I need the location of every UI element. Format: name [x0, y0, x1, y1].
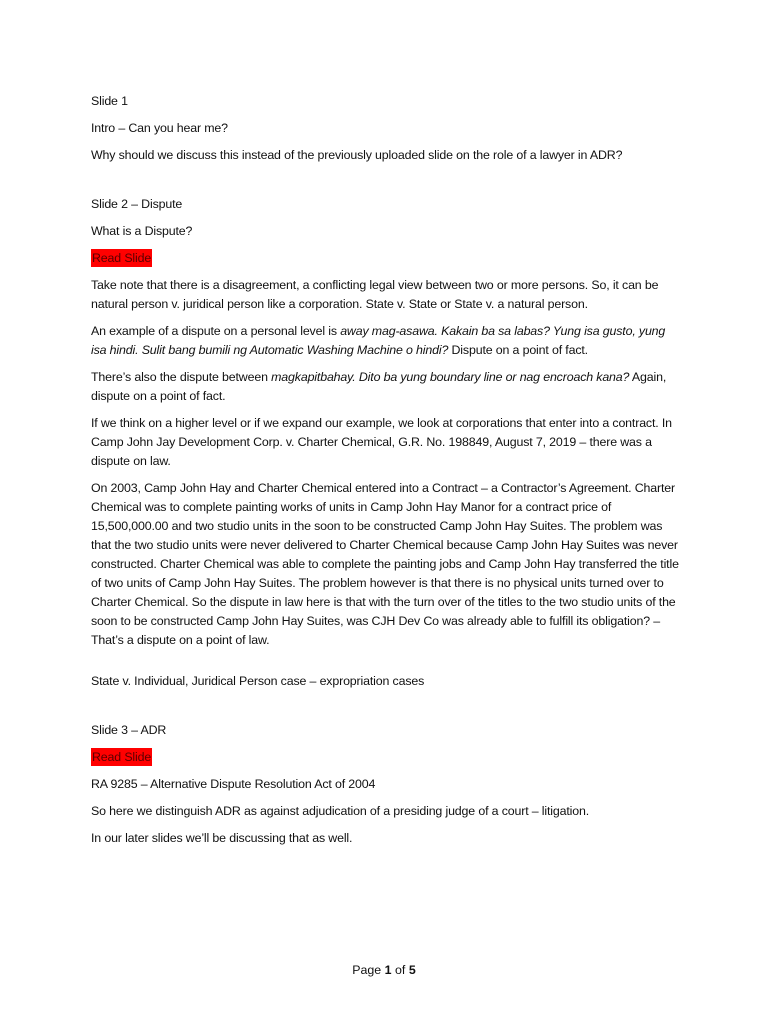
slide2-paragraph-1: Take note that there is a disagreement, a conflicting legal view between two or more persons. So, it can be natural person v. juridical person like a corporation. State v. State or State v. a natural person. [91, 278, 659, 311]
slide2-paragraph-5: On 2003, Camp John Hay and Charter Chemical entered into a Contract – a Contractor’s Agreement. Charter Chemical was to complete painting works of units in Camp John Hay Manor for a contract price of 15,500,000.00 and two studio units in the soon to be constructed Camp John Hay Suites. The problem was that the two studio units were never delivered to Charter Chemical because Camp John Hay Suites was never constructed. Charter Chemical was able to complete the painting jobs and Camp John Hay transferred the title of two units of Camp John Hay Suites. The problem however is that there is no physical units turned over to Charter Chemical. So the dispute in law here is that with the turn over of the titles to the two studio units of the soon to be constructed Camp John Hay Suites, was CJH Dev Co was already able to fulfill its obligation? – That’s a dispute on a point of law. [91, 481, 679, 647]
para3-prefix: There’s also the dispute between [91, 370, 272, 384]
slide3-heading: Slide 3 – ADR [91, 723, 167, 737]
slide3-read-slide-line [91, 748, 681, 767]
slide3-paragraph-3: In our later slides we’ll be discussing that as well. [91, 831, 353, 845]
footer-of-word: of [395, 963, 406, 977]
slide2-paragraph-4: If we think on a higher level or if we expand our example, we look at corporations that enter into a contract. In Camp John Jay Development Corp. v. Charter Chemical, G.R. No. 198849, August 7, 2019 – there was a dispute on law. [91, 416, 672, 468]
slide2-paragraph-3 [91, 368, 681, 406]
footer-page-word: Page [352, 963, 382, 977]
read-slide-highlight: Read Slide [92, 750, 152, 764]
slide1-question: Why should we discuss this instead of the previously uploaded slide on the role of a lawyer in ADR? [91, 148, 623, 162]
footer-current-page: 1 [384, 963, 392, 977]
slide3-paragraph-1: RA 9285 – Alternative Dispute Resolution Act of 2004 [91, 777, 376, 791]
para2-suffix: Dispute on a point of fact. [448, 343, 588, 357]
slide1-heading: Slide 1 [91, 94, 128, 108]
footer-total-pages: 5 [408, 963, 416, 977]
page-footer [0, 961, 768, 979]
slide2-read-slide-line [91, 249, 681, 268]
para3-italic: magkapitbahay. Dito ba yung boundary line or nag encroach kana? [271, 370, 630, 384]
para2-prefix: An example of a dispute on a personal level is [91, 324, 341, 338]
slide2-paragraph-6: State v. Individual, Juridical Person case – expropriation cases [91, 674, 425, 688]
para3-suffix: Again, dispute on a point of fact. [91, 370, 667, 403]
slide2-question: What is a Dispute? [91, 224, 193, 238]
slide2-heading: Slide 2 – Dispute [91, 197, 183, 211]
read-slide-highlight: Read Slide [92, 251, 152, 265]
slide3-paragraph-2: So here we distinguish ADR as against adjudication of a presiding judge of a court – litigation. [91, 804, 590, 818]
document-body [91, 92, 681, 856]
para2-italic: away mag-asawa. Kakain ba sa labas? Yung isa gusto, yung isa hindi. Sulit bang bumili ng Automatic Washing Machine o hindi? [91, 324, 666, 357]
slide1-intro: Intro – Can you hear me? [91, 121, 228, 135]
slide2-paragraph-2 [91, 322, 681, 360]
